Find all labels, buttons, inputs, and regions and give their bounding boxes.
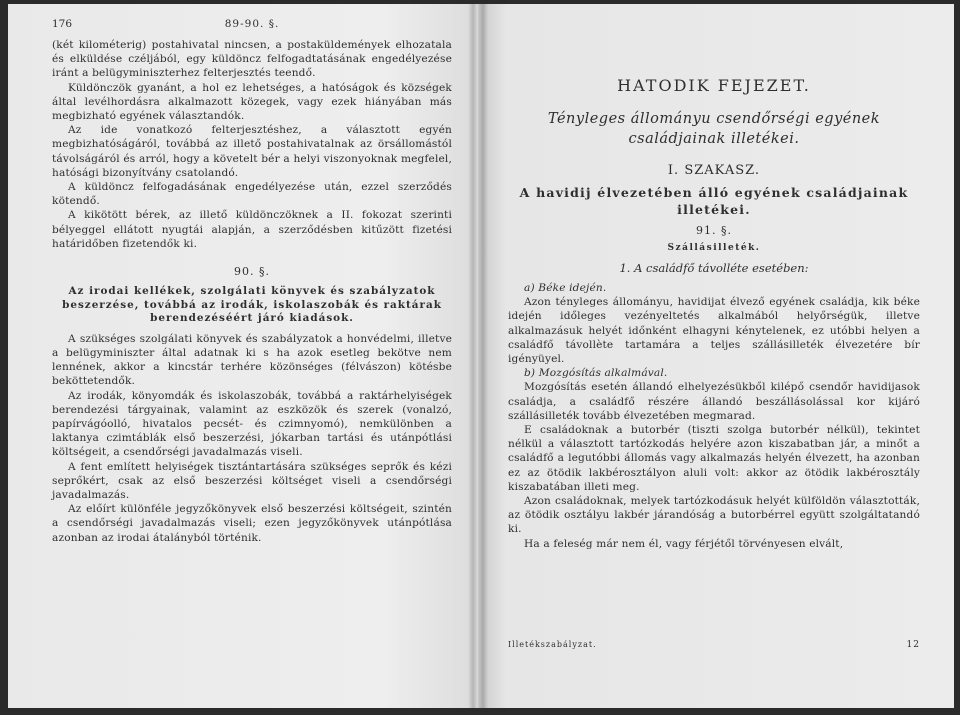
left-paragraph: Küldönczök gyanánt, a hol ez lehetséges, a hatóságok és községek által levélhordásra alkalmazott közegek, vagy ezek hiányában más megbizható egyének választandók.	[52, 81, 452, 123]
right-paragraph: Azon családoknak, melyek tartózkodásuk helyét külföldön választották, az ötödik osztályu lakbér járandóság a butorbérrel együtt szolgáltatandó ki.	[508, 495, 920, 536]
left-running-title: 89-90. §.	[224, 18, 280, 30]
item-a-label: a) Béke idején.	[524, 282, 607, 294]
left-body	[52, 38, 452, 545]
right-paragraph: Azon tényleges állományu, havidijat élvező egyének családja, kik béke idején időleges vezényeltetés alkalmából helyőrségük, illetve alkalmazásuk helyét időnként elhagyni kénytelenek, ez utóbbi helyen a családfő távollète tartamára a teljes szállásilleték élvezetére bír igényüyel.	[508, 296, 920, 366]
left-section-title: Az irodai kellékek, szolgálati könyvek és szabályzatok beszerzése, továbbá az irodák, iskolaszobák és raktárak berendezéséért járó kiadások.	[62, 285, 442, 325]
left-paragraph: (két kilométerig) postahivatal nincsen, a postaküldemények elhozatala és elküldése czéljából, egy küldöncz felfogadtatásának engedélyezése iránt a belügyminiszterhez felterjesztés teendő.	[52, 39, 452, 80]
right-body	[508, 281, 920, 551]
right-page	[478, 4, 954, 708]
right-paragraph: E családoknak a butorbér (tiszti szolga butorbér nélkül), tekintet nélkül a választott tartózkodás helyére azon kiszabatban jár, a minőt a családfő a legutóbbi állomás vagy alkalmazás helyén élvezett, ha azonban ez az ötödik lakbérosztályon aluli volt: akkor az ötödik lakbérosztály kiszabatában illeti meg.	[508, 424, 920, 493]
gutter-shadow	[478, 4, 488, 708]
right-paragraph: Mozgósítás esetén állandó elhelyezésükből kilépő csendőr havidijasok családja, a családfő részére állandó beszállásolással kor kijáró szállásilleték tovább élvezetében megmarad.	[508, 381, 920, 422]
left-paragraph: Az előírt különféle jegyzőkönyvek első beszerzési költségeit, szintén a csendőrségi javadalmazás viseli; ezen jegyzőkönyvek utánpótlása azonban az irodai átalányból történik.	[52, 503, 452, 544]
right-footer	[508, 640, 920, 650]
left-running-head	[52, 18, 452, 30]
subsection-title: 1. A családfő távolléte esetében:	[619, 261, 809, 275]
left-page	[8, 4, 478, 708]
part-title: I. SZAKASZ.	[667, 163, 761, 178]
left-paragraph: A fent említett helyiségek tisztántartására szükséges seprők és kézi seprőkért, csak az első beszerzési költséget viseli a csendőrségi javadalmazás.	[52, 460, 452, 501]
right-page-number: 12	[906, 640, 920, 650]
part-heading: A havidij élvezetében álló egyének családjainak illetékei.	[519, 185, 909, 217]
chapter-title: HATODIK FEJEZET.	[617, 76, 811, 95]
left-paragraph: Az irodák, könyomdák és iskolaszobák, továbbá a raktárhelyiségek berendezési tárgyainak, valamint az eszközök és szerek (vonalzó, papírvágóolló, hivatalos pecsét- és czimnyomó), nemkülönben a laktanya czimtáblák első beszerzési, jókarban tartási és utánpótlási költségeit, a csendőrségi javadalmazás viseli.	[52, 389, 452, 459]
chapter-subtitle: Tényleges állományu csendőrségi egyének családjainak illetékei.	[547, 111, 881, 147]
right-section-subtitle: Szállásilleték.	[667, 243, 761, 253]
left-page-number: 176	[52, 18, 73, 30]
left-paragraph: A kikötött bérek, az illető küldönczöknek a II. fokozat szerinti bélyeggel ellátott nyugtái alapján, a szerződésben kitűzött fizetési határidőben fizetendők ki.	[52, 209, 452, 250]
footer-signature: Illetékszabályzat.	[508, 640, 597, 649]
left-paragraph: Az ide vonatkozó felterjesztéshez, a választott egyén megbizhatóságáról, továbbá az illető postahivatalnak az örsállomástól távolságáról és arról, hogy a követelt bér a helyi viszonyoknak megfelel, hatósági bizonyítvány csatolandó.	[52, 124, 452, 179]
right-paragraph: Ha a feleség már nem él, vagy férjétől törvényesen elvált,	[524, 537, 844, 550]
left-paragraph: A küldöncz felfogadásának engedélyezése után, ezzel szerződés kötendő.	[52, 181, 452, 208]
gutter-shadow	[468, 4, 478, 708]
left-paragraph: A szükséges szolgálati könyvek és szabályzatok a honvédelmi, illetve a belügyminiszter által adatnak ki s ha azok esetleg bekötve nem lennének, akkor a kincstár terhére közönséges (félvászon) kötésbe beköttetendők.	[52, 332, 452, 388]
book-spread	[8, 4, 954, 708]
item-b-label: b) Mozgósítás alkalmával.	[524, 367, 668, 380]
left-section-number: 90. §.	[234, 265, 270, 279]
right-section-number: 91. §.	[696, 224, 732, 237]
